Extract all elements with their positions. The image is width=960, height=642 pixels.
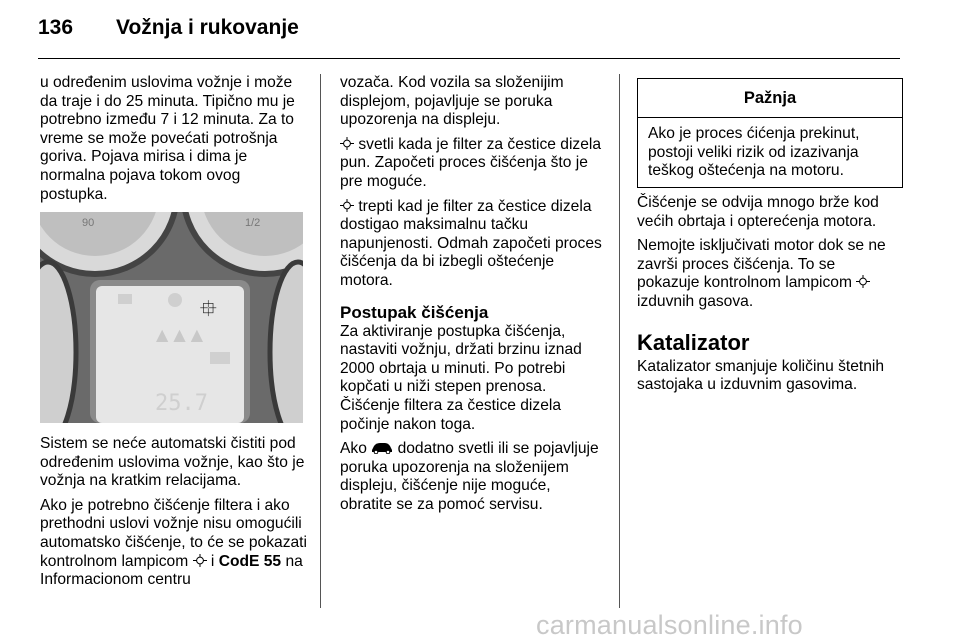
page-number: 136 xyxy=(38,16,74,39)
column-divider-2 xyxy=(619,74,620,608)
col2-p2-text: svetli kada je filter za čestice dizela pun. Započeti proces čišćenja što je pre moguće. xyxy=(340,135,602,190)
col1-paragraph-1: u određenim uslovima vožnje i može da traje i do 25 minuta. Tipično mu je potrebno između 7 i 12 minuta. Za to vreme se može povećati potrošnja goriva. Pojava mirisa i dima je normalna pojava tokom ovog postupka. xyxy=(40,74,295,203)
service-vehicle-icon xyxy=(371,441,393,454)
code-label: CodE 55 xyxy=(218,552,282,570)
page-title: Vožnja i rukovanje xyxy=(116,16,299,39)
caution-text: Ako je proces ćićenja prekinut, postoji veliki rizik od izazivanja teškog oštećenja na motoru. xyxy=(648,125,860,180)
col2-p6-start: Ako xyxy=(340,440,367,458)
col1-p3-and: i xyxy=(210,552,215,570)
col3-p2-start: Nemojte isključivati motor dok se ne završi proces čišćenja. To se pokazuje kontrolnom lampicom xyxy=(637,237,886,292)
dpf-lamp-icon xyxy=(340,137,354,150)
column-divider-1 xyxy=(320,74,321,608)
dpf-warning-icon: ⯐ xyxy=(200,297,217,322)
col2-paragraph-2 xyxy=(340,136,606,192)
instrument-cluster-image xyxy=(40,212,303,423)
col3-paragraph-3: Katalizator smanjuje količinu štetnih sastojaka u izduvnim gasovima. xyxy=(637,357,885,394)
column-3 xyxy=(637,194,901,401)
col2-p6-end: dodatno svetli ili se pojavljuje poruka upozorenja na složenijem displeju, čišćenje nije moguće, obratite se za pomoć servisu. xyxy=(340,440,599,513)
col1-p3-end: na Informacionom centru xyxy=(40,552,303,589)
col1-p3-text: Ako je potrebno čišćenje filtera i ako prethodni uslovi vožnje nisu omogućili automatsko čišćenje, to će se pokazati kontrolnom lampicom xyxy=(40,496,307,570)
section-heading-catalyst: Katalizator xyxy=(637,329,750,355)
gauge-left-number: 90 xyxy=(82,217,95,229)
col1-paragraph-2: Sistem se neće automatski čistiti pod određenim uslovima vožnje, kao što je vožnja na kratkim relacijama. xyxy=(40,435,305,490)
column-1-lower xyxy=(40,435,308,596)
column-1 xyxy=(40,74,308,210)
col3-paragraph-2 xyxy=(637,237,901,311)
dpf-lamp-icon xyxy=(193,554,207,567)
column-2 xyxy=(340,74,606,520)
col2-paragraph-4: Za aktiviranje postupka čišćenja, nastaviti vožnju, držati brzinu iznad 2000 obrtaja u minuti. Po potrebi kopčati u niži stepen prenosa. xyxy=(340,322,582,396)
watermark: carmanualsonline.info xyxy=(536,610,803,640)
col2-p3-text: trepti kad je filter za čestice dizela dostigao maksimalnu tačku napunjenosti. Odmah započeti proces čišćenja da bi izbegli oštećenje motora. xyxy=(340,197,602,289)
col3-paragraph-1: Čišćenje se odvija mnogo brže kod većih obrtaja i opterećenja motora. xyxy=(637,194,879,230)
header-rule xyxy=(38,58,900,59)
dpf-lamp-icon xyxy=(340,199,354,212)
caution-title: Pažnja xyxy=(638,79,902,118)
section-heading-cleaning: Postupak čišćenja xyxy=(340,302,489,322)
gauge-right-number: 1/2 xyxy=(245,217,261,229)
dpf-lamp-icon xyxy=(856,275,870,288)
display-value: 25.7 xyxy=(155,391,208,416)
col2-paragraph-5: Čišćenje filtera za čestice dizela počinje nakon toga. xyxy=(340,396,562,433)
caution-box xyxy=(637,78,903,188)
svg-text:▲ ▲ ▲: ▲ ▲ ▲ xyxy=(156,325,204,344)
col2-paragraph-6 xyxy=(340,440,606,514)
col2-paragraph-3 xyxy=(340,198,606,291)
col2-paragraph-1: vozača. Kod vozila sa složenijim displejom, pojavljuje se poruka upozorenja na displeju. xyxy=(340,74,564,129)
col1-paragraph-3 xyxy=(40,497,308,590)
col3-p2-end: izduvnih gasova. xyxy=(637,292,754,310)
